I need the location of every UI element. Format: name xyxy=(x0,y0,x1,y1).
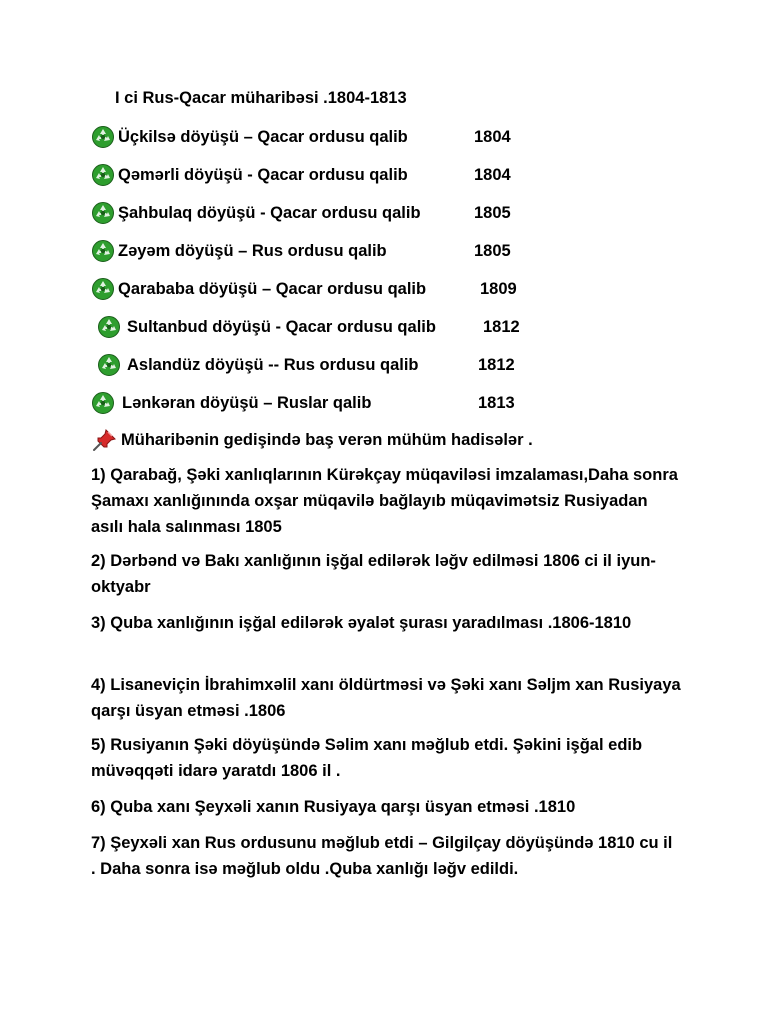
battle-year: 1804 xyxy=(474,166,511,184)
battle-row xyxy=(0,278,768,302)
battle-row xyxy=(0,354,768,378)
battle-row xyxy=(0,126,768,150)
recycle-icon xyxy=(92,202,114,224)
event-item: 4) Lisaneviçin İbrahimxəlil xanı öldürtməsi və Şəki xanı Səljm xan Rusiyaya qarşı üsyan etməsi .1806 xyxy=(91,676,681,720)
recycle-icon xyxy=(92,126,114,148)
battle-row xyxy=(0,392,768,416)
battle-name: Sultanbud döyüşü - Qacar ordusu qalib xyxy=(127,318,436,336)
battle-year: 1812 xyxy=(483,318,520,336)
battle-name: Aslandüz döyüşü -- Rus ordusu qalib xyxy=(127,356,419,374)
battle-row xyxy=(0,316,768,340)
recycle-icon xyxy=(92,164,114,186)
battle-year: 1809 xyxy=(480,280,517,298)
battle-year: 1805 xyxy=(474,242,511,260)
battle-name: Şahbulaq döyüşü - Qacar ordusu qalib xyxy=(118,204,421,222)
recycle-icon xyxy=(92,392,114,414)
battle-row xyxy=(0,202,768,226)
page-title: I ci Rus-Qacar müharibəsi .1804-1813 xyxy=(115,89,407,107)
battle-name: Qəmərli döyüşü - Qacar ordusu qalib xyxy=(118,166,408,184)
battle-year: 1812 xyxy=(478,356,515,374)
battle-name: Qarababa döyüşü – Qacar ordusu qalib xyxy=(118,280,427,298)
battle-year: 1813 xyxy=(478,394,515,412)
event-item: 2) Dərbənd və Bakı xanlığının işğal edilərək ləğv edilməsi 1806 ci il iyun-oktyabr xyxy=(91,552,656,596)
event-item: 6) Quba xanı Şeyxəli xanın Rusiyaya qarşı üsyan etməsi .1810 xyxy=(91,798,576,816)
battle-row xyxy=(0,164,768,188)
event-item: 1) Qarabağ, Şəki xanlıqlarının Kürəkçay müqaviləsi imzalaması,Daha sonra Şamaxı xanlığınında oxşar müqavilə bağlayıb müqavimətsiz Rusiyadan asılı hala salınması 1805 xyxy=(91,466,678,536)
battle-name: Üçkilsə döyüşü – Qacar ordusu qalib xyxy=(118,128,408,146)
recycle-icon xyxy=(92,240,114,262)
events-heading-row xyxy=(0,428,768,452)
event-item: 7) Şeyxəli xan Rus ordusunu məğlub etdi – Gilgilçay döyüşündə 1810 cu il . Daha sonra isə məğlub oldu .Quba xanlığı ləğv edildi. xyxy=(91,834,673,878)
battle-name: Zəyəm döyüşü – Rus ordusu qalib xyxy=(118,242,387,260)
events-heading: Müharibənin gedişində baş verən mühüm hadisələr . xyxy=(121,431,533,449)
battle-name: Lənkəran döyüşü – Ruslar qalib xyxy=(122,394,372,412)
battle-year: 1804 xyxy=(474,128,511,146)
event-item: 3) Quba xanlığının işğal edilərək əyalət şurası yaradılması .1806-1810 xyxy=(91,614,632,632)
recycle-icon xyxy=(98,316,120,338)
battle-year: 1805 xyxy=(474,204,511,222)
recycle-icon xyxy=(98,354,120,376)
event-item: 5) Rusiyanın Şəki döyüşündə Səlim xanı məğlub etdi. Şəkini işğal edib müvəqqəti idarə yaratdı 1806 il . xyxy=(91,736,643,780)
recycle-icon xyxy=(92,278,114,300)
battle-row xyxy=(0,240,768,264)
pushpin-icon xyxy=(91,428,117,452)
